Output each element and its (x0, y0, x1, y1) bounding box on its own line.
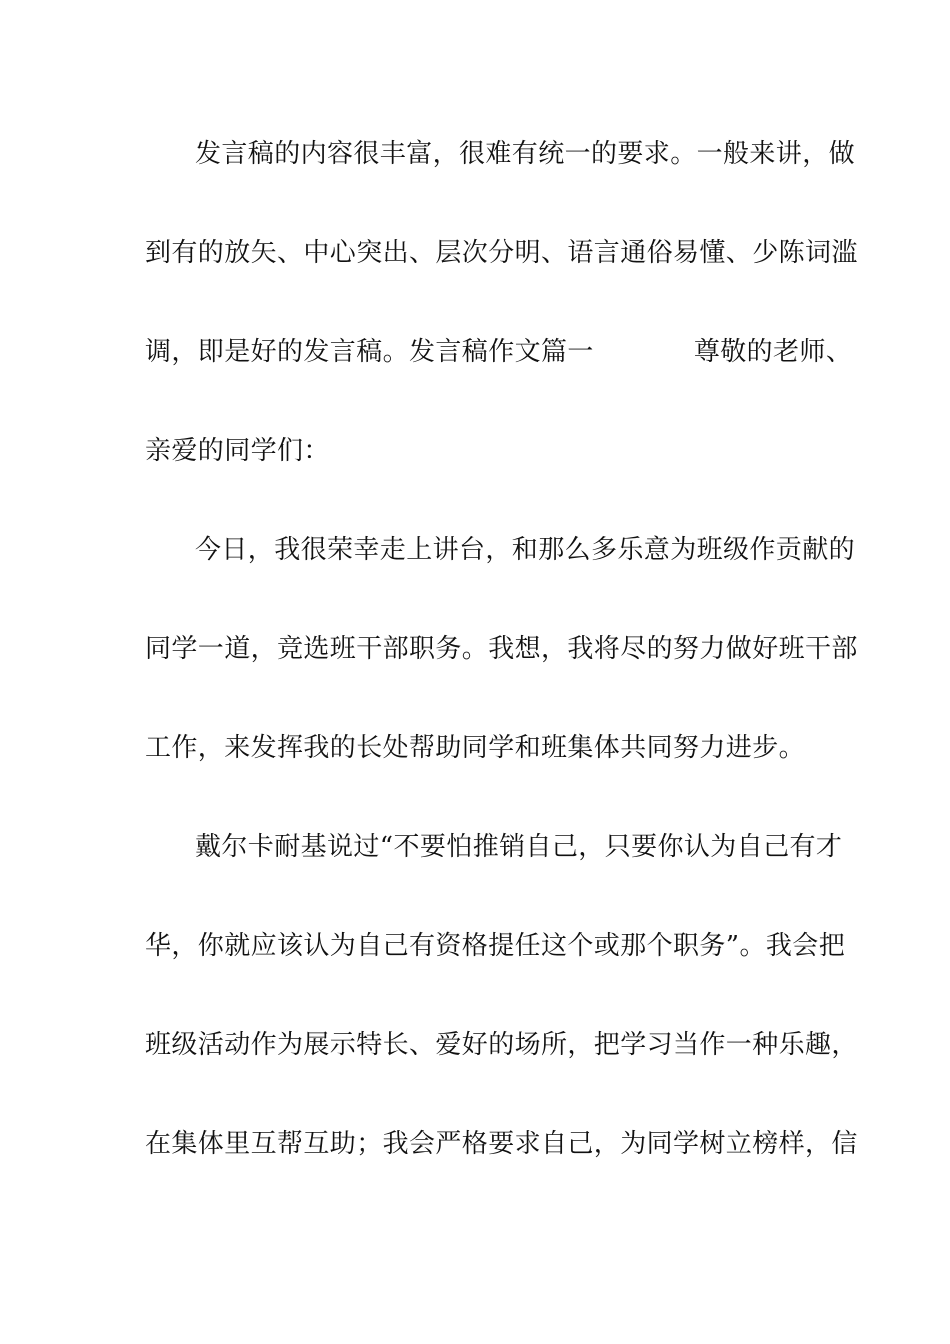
paragraph-line: 发言稿的内容很丰富，很难有统一的要求。一般来讲，做 (195, 139, 856, 169)
paragraph-line (145, 324, 853, 423)
salutation-line: 亲爱的同学们： (145, 436, 330, 466)
salutation-text: 尊敬的老师、 (693, 337, 853, 367)
document-body (145, 126, 858, 1215)
paragraph-line: 戴尔卡耐基说过“不要怕推销自己，只要你认为自己有才 (195, 832, 843, 862)
paragraph-line: 班级活动作为展示特长、爱好的场所，把学习当作一种乐趣， (145, 1030, 858, 1060)
paragraph-line: 今日，我很荣幸走上讲台，和那么多乐意为班级作贡献的 (195, 535, 856, 565)
paragraph-line: 在集体里互帮互助；我会严格要求自己，为同学树立榜样，信 (145, 1129, 858, 1159)
paragraph-line-text: 调，即是好的发言稿。发言稿作文篇一 (145, 337, 594, 367)
paragraph-line: 华，你就应该认为自己有资格提任这个或那个职务”。我会把 (145, 931, 846, 961)
paragraph-line: 工作，来发挥我的长处帮助同学和班集体共同努力进步。 (145, 733, 806, 763)
paragraph-line: 同学一道，竞选班干部职务。我想，我将尽的努力做好班干部 (145, 634, 858, 664)
paragraph-line: 到有的放矢、中心突出、层次分明、语言通俗易懂、少陈词滥 (145, 238, 858, 268)
